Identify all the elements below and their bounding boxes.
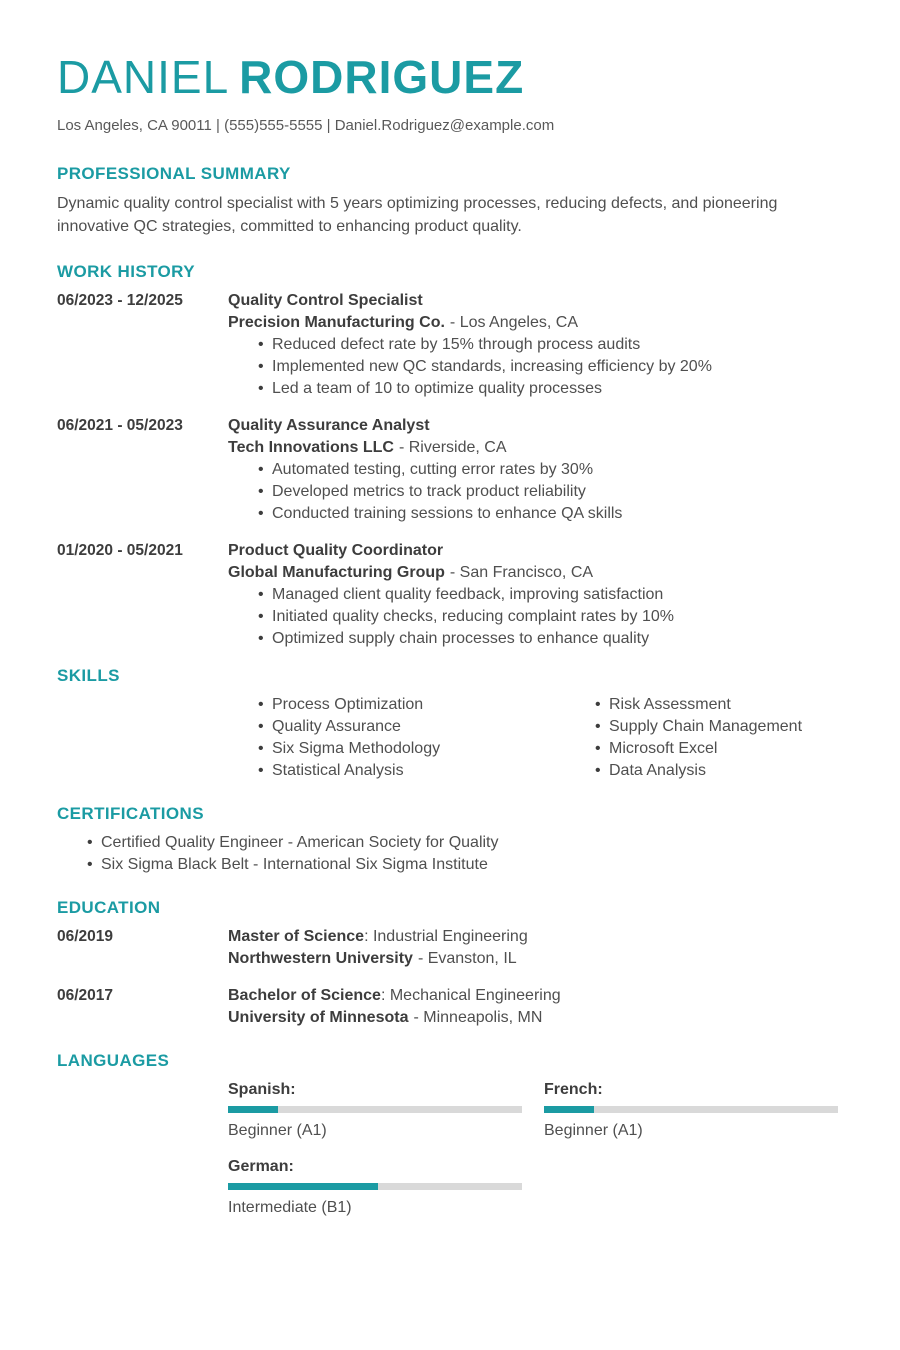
job-bullet-list [228,459,845,525]
language-progress-track [228,1106,522,1113]
degree-field: : Industrial Engineering [364,927,528,945]
school-name: Northwestern University [228,949,413,967]
language-progress-fill [544,1106,594,1113]
job-bullet: • Implemented new QC standards, increasing efficiency by 20% [228,356,845,378]
language-item-german [228,1156,544,1219]
languages-grid [228,1079,845,1219]
skill-item: • Statistical Analysis [228,760,565,782]
job-company-line [228,437,845,459]
work-entry [57,290,845,400]
skills-grid [228,694,845,782]
degree-name: Bachelor of Science [228,986,381,1004]
section-skills [57,666,845,782]
job-dates: 01/2020 - 05/2021 [57,541,183,559]
job-title: Quality Control Specialist [228,291,423,309]
company-name: Global Manufacturing Group [228,563,445,581]
section-heading-work: WORK HISTORY [57,261,195,281]
job-bullet-list [228,334,845,400]
language-progress-track [544,1106,838,1113]
language-name: French: [544,1080,603,1098]
language-progress-track [228,1183,522,1190]
job-location: - San Francisco, CA [449,563,594,581]
education-date: 06/2017 [57,986,114,1004]
job-bullet: • Conducted training sessions to enhance QA skills [228,503,845,525]
summary-text: Dynamic quality control specialist with 5 years optimizing processes, reducing defects, and pioneering innovative QC strategies, committed to enhancing product quality. [57,194,778,235]
job-bullet: • Managed client quality feedback, improving satisfaction [228,584,845,606]
job-bullet: • Initiated quality checks, reducing complaint rates by 10% [228,606,845,628]
job-title: Product Quality Coordinator [228,541,444,559]
language-item-french [544,1079,845,1142]
job-company-line [228,312,845,334]
skill-item: • Six Sigma Methodology [228,738,565,760]
job-bullet: • Led a team of 10 to optimize quality processes [228,378,845,400]
school-location: - Evanston, IL [417,949,517,967]
school-name: University of Minnesota [228,1008,409,1026]
section-heading-certifications: CERTIFICATIONS [57,803,204,823]
education-entry [57,985,845,1029]
skill-item: • Quality Assurance [228,716,565,738]
section-heading-education: EDUCATION [57,897,161,917]
skills-column-1 [228,694,565,782]
job-bullet: • Automated testing, cutting error rates by 30% [228,459,845,481]
skill-item: • Risk Assessment [565,694,845,716]
company-name: Tech Innovations LLC [228,438,394,456]
skills-column-2 [565,694,845,782]
job-bullet: • Developed metrics to track product reliability [228,481,845,503]
job-dates: 06/2021 - 05/2023 [57,416,183,434]
section-heading-skills: SKILLS [57,665,120,685]
last-name: RODRIGUEZ [239,51,525,103]
job-dates: 06/2023 - 12/2025 [57,291,183,309]
skill-item: • Process Optimization [228,694,565,716]
section-heading-languages: LANGUAGES [57,1050,170,1070]
section-certifications [57,804,845,876]
school-location: - Minneapolis, MN [413,1008,543,1026]
education-entry [57,926,845,970]
section-professional-summary [57,164,845,238]
company-name: Precision Manufacturing Co. [228,313,445,331]
education-degree-line [228,926,845,948]
language-level: Intermediate (B1) [228,1198,352,1216]
job-bullet-list [228,584,845,650]
education-date: 06/2019 [57,927,114,945]
language-level: Beginner (A1) [228,1121,327,1139]
job-location: - Riverside, CA [398,438,507,456]
section-work-history [57,262,845,650]
education-degree-line [228,985,845,1007]
education-school-line [228,948,845,970]
work-entry [57,415,845,525]
section-education [57,898,845,1029]
first-name: DANIEL [57,51,230,103]
certifications-list [57,832,845,876]
certification-item: • Six Sigma Black Belt - International Six Sigma Institute [57,854,845,876]
job-bullet: • Reduced defect rate by 15% through process audits [228,334,845,356]
skill-item: • Supply Chain Management [565,716,845,738]
job-location: - Los Angeles, CA [449,313,578,331]
language-name: Spanish: [228,1080,296,1098]
skill-item: • Data Analysis [565,760,845,782]
language-item-spanish [228,1079,544,1142]
job-title: Quality Assurance Analyst [228,416,430,434]
section-languages [57,1051,845,1219]
degree-name: Master of Science [228,927,365,945]
work-entry [57,540,845,650]
certification-item: • Certified Quality Engineer - American Society for Quality [57,832,845,854]
language-level: Beginner (A1) [544,1121,643,1139]
job-company-line [228,562,845,584]
language-progress-fill [228,1106,278,1113]
contact-line: Los Angeles, CA 90011 | (555)555-5555 | Daniel.Rodriguez@example.com [57,116,555,134]
section-heading-summary: PROFESSIONAL SUMMARY [57,163,291,183]
degree-field: : Mechanical Engineering [380,986,561,1004]
job-bullet: • Optimized supply chain processes to enhance quality [228,628,845,650]
language-progress-fill [228,1183,378,1190]
education-school-line [228,1007,845,1029]
language-name: German: [228,1157,294,1175]
candidate-name [57,52,845,104]
skill-item: • Microsoft Excel [565,738,845,760]
